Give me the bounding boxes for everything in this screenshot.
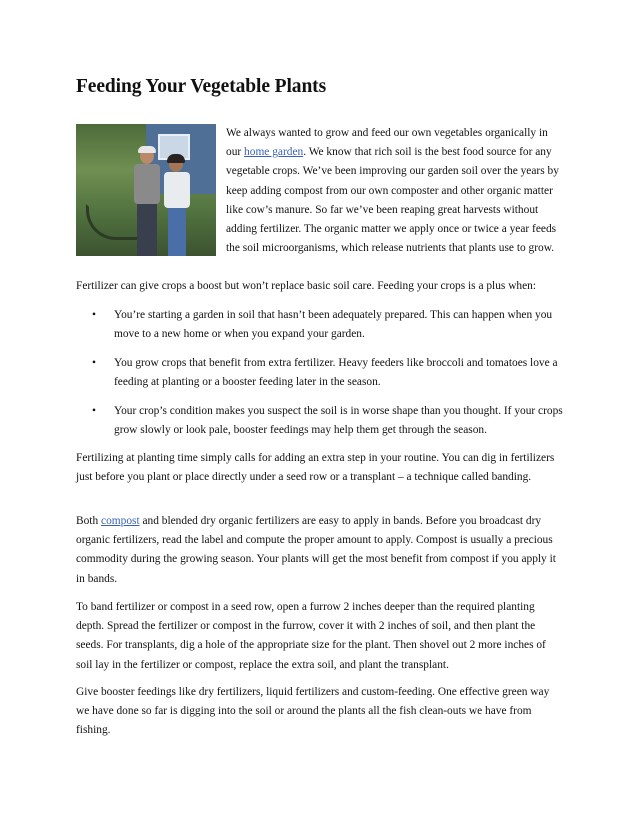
banding-paragraph: To band fertilizer or compost in a seed row, open a furrow 2 inches deeper than the required planting depth. Spread the fertilizer or compost in the furrow, cover it with 2 inches of soil, and then plant the seeds. For transplants, dig a hole of the appropriate size for the plant. Then shovel out 2 more inches of soil lay in the fertilizer or compost, replace the extra soil, and plant the transplant. <box>76 601 546 671</box>
lead-paragraph: Fertilizer can give crops a boost but won’t replace basic soil care. Feeding your crops is a plus when: <box>76 280 537 292</box>
fertilizing-paragraph: Fertilizing at planting time simply calls for adding an extra step in your routine. You can dig in fertilizers just before you plant or place directly under a seed row or a transplant – a technique called banding. <box>76 452 555 484</box>
bullet-icon: • <box>92 309 96 321</box>
man-figure <box>132 148 162 256</box>
bullet-icon: • <box>92 405 96 417</box>
intro-paragraph: We always wanted to grow and feed our own vegetables organically in our home garden. We know that rich soil is the best food source for any vegetable crops. We’ve been improving our garden soil over the years by keep adding compost from our own composter and other organic matter like cow’s manure. So far we’ve been reaping great harvests without adding fertilizer. The organic matter we apply once or twice a year feeds the soil microorganisms, which release nutrients that plants use to grow. <box>226 127 559 255</box>
woman-figure <box>162 156 192 256</box>
booster-paragraph: Give booster feedings like dry fertilizers, liquid fertilizers and custom-feeding. One effective green way we have done so far is digging into the soil or around the plants all the fish clean-outs we have from fishing. <box>76 686 550 737</box>
home-garden-link[interactable]: home garden <box>244 146 304 159</box>
compost-link[interactable]: compost <box>101 515 140 527</box>
garden-photo <box>76 124 216 256</box>
page-title: Feeding Your Vegetable Plants <box>76 76 327 97</box>
bullet-icon: • <box>92 357 96 369</box>
compost-paragraph: Both compost and blended dry organic fertilizers are easy to apply in bands. Before you broadcast dry organic fertilizers, read the label and compute the proper amount to apply. Compost is usually a precious commodity during the growing season. Your plants will get the most benefit from compost if you apply it in bands. <box>76 515 556 585</box>
